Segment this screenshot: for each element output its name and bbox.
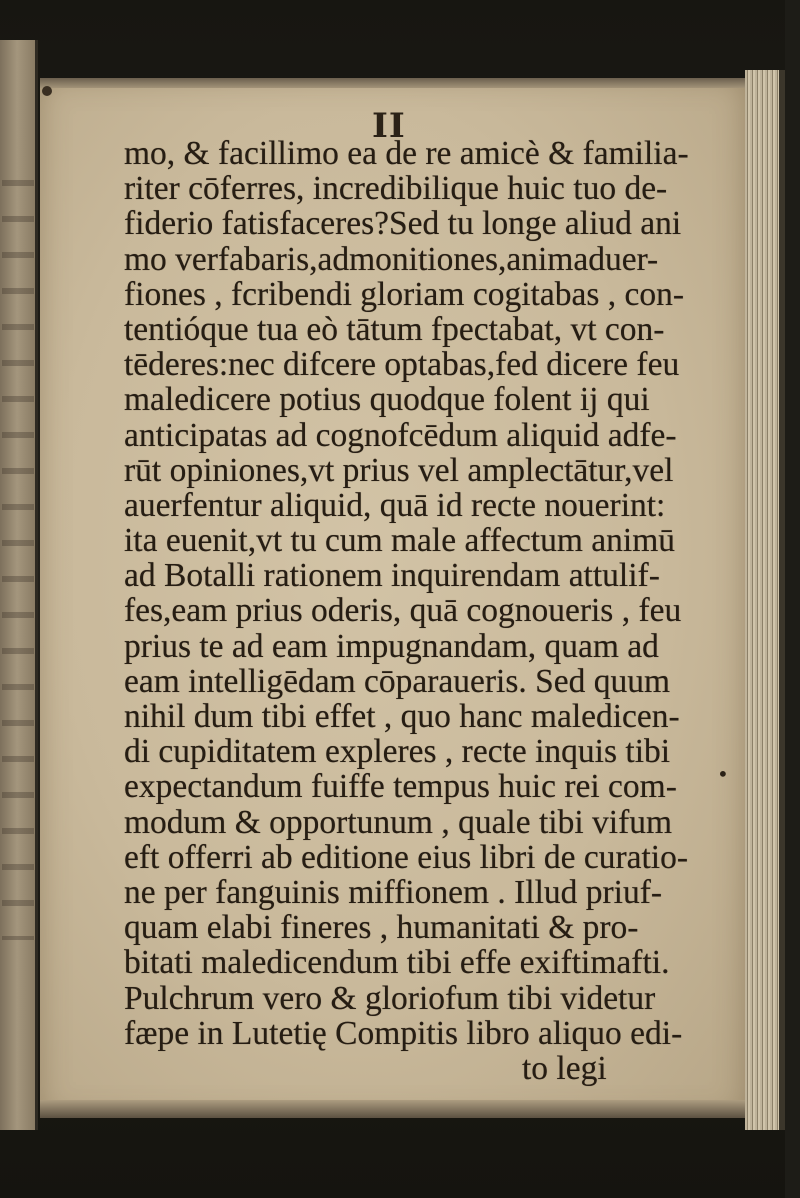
text-line: modum & opportunum , quale tibi vifum [124,803,673,841]
text-line: nihil dum tibi effet , quo hanc maledicen- [124,698,680,735]
left-facing-page-edge [0,40,38,1130]
text-line: ne per fanguinis miffionem . Illud priuf- [124,873,663,911]
text-line: ita euenit,vt tu cum male affectum animū [124,522,676,560]
ink-blot [42,86,52,96]
page-stack-edge [745,70,785,1130]
left-page-bleed-text [2,180,34,940]
text-line: ad Botalli rationem inquirendam attulif- [124,557,660,595]
text-line: rūt opiniones,vt prius vel amplectātur,vel [124,451,674,489]
text-line: mo verfabaris,admonitiones,animaduer- [124,240,659,278]
text-line: fæpe in Lutetię Compitis libro aliquo edi- [124,1014,683,1052]
text-line: riter cōferres, incredibilique huic tuo de- [124,170,668,208]
text-line: tentióque tua eò tātum fpectabat, vt con- [124,310,665,348]
text-line: prius te ad eam impugnandam, quam ad [124,627,659,665]
text-line: di cupiditatem expleres , recte inquis tibi [124,733,671,771]
text-line: anticipatas ad cognofcēdum aliquid adfe- [124,416,677,454]
text-line: eft offerri ab editione eius libri de curatio- [124,838,689,876]
page-top-shadow [40,78,745,88]
text-line: auerfentur aliquid, quā id recte nouerint: [124,486,666,524]
page-bottom-shadow [40,1100,745,1118]
text-line: maledicere potius quodque folent ij qui [124,381,650,419]
text-line: eam intelligēdam cōparaueris. Sed quum [124,662,671,700]
text-line: quam elabi fineres , humanitati & pro- [124,909,639,947]
page-number: II [372,106,406,146]
background-edge [785,0,800,1198]
book-page [40,78,745,1118]
text-line: bitati maledicendum tibi effe exiftimafti. [124,944,670,982]
text-line: tēderes:nec difcere optabas,fed dicere feu [124,346,680,384]
text-line: fiderio fatisfaceres?Sed tu longe aliud ani [124,205,682,243]
margin-mark: • [717,762,729,786]
text-line: expectandum fuiffe tempus huic rei com- [124,768,677,806]
text-line: mo, & facillimo ea de re amicè & familia- [124,135,689,172]
text-line: Pulchrum vero & gloriofum tibi videtur [124,979,656,1017]
text-line: fes,eam prius oderis, quā cognoueris , feu [124,592,682,630]
body-text [124,136,724,1086]
catchword: to legi [522,1049,607,1087]
text-line: fiones , fcribendi gloriam cogitabas , con- [124,275,685,313]
